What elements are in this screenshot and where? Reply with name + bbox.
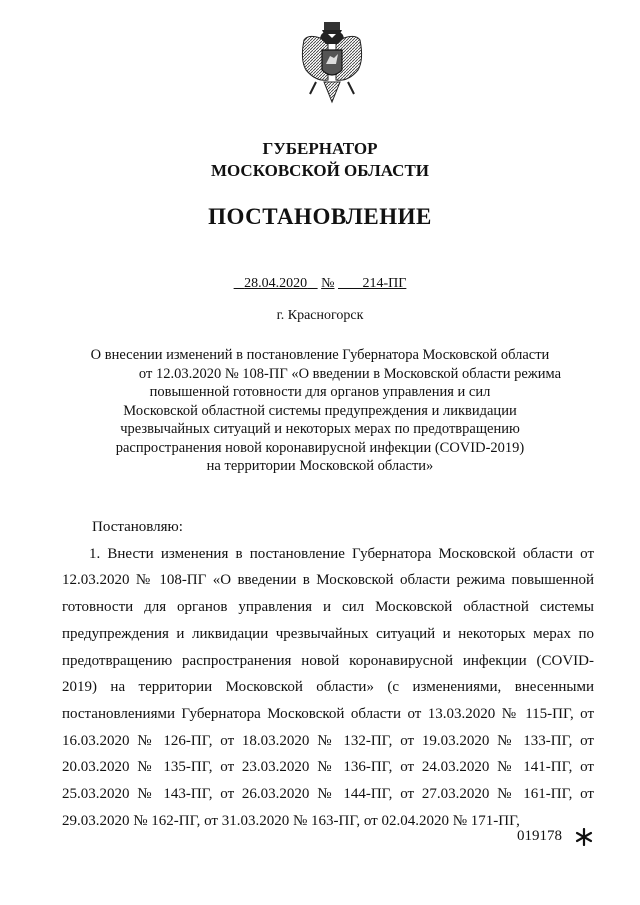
subject-line: чрезвычайных ситуаций и некоторых мерах по предотвращению xyxy=(120,421,520,437)
document-subject xyxy=(0,346,640,476)
decree-word: Постановляю: xyxy=(92,519,183,535)
document-code: 019178 xyxy=(517,828,562,844)
number-sign: № xyxy=(321,276,335,291)
subject-line: Московской областной системы предупреждения и ликвидации xyxy=(123,402,517,419)
subject-line: на территории Московской области» xyxy=(206,458,434,474)
authority-line-2: МОСКОВСКОЙ ОБЛАСТИ xyxy=(210,161,430,180)
document-body xyxy=(62,514,594,834)
authority-title xyxy=(0,138,640,182)
subject-line: повышенной готовности для органов управления и сил xyxy=(149,384,491,400)
date-number-line xyxy=(0,276,640,292)
subject-line: О внесении изменений в постановление Губернатора Московской области xyxy=(90,347,550,363)
coat-of-arms-icon xyxy=(298,20,366,106)
subject-line: распространения новой коронавирусной инфекции (COVID-2019) xyxy=(115,439,525,456)
document-type: ПОСТАНОВЛЕНИЕ xyxy=(208,204,432,229)
paragraph-item-1: 1. Внести изменения в постановление Губернатора Московской области от 12.03.2020 № 108-ПГ «О введении в Московской области режима повышенной готовности для органов управления и сил Московской областной системы предупреждения и ликвидации чрезвычайных ситуаций и некоторых мерах по предотвращению распространения новой коронавирусной инфекции (COVID-2019) на территории Московской области» (с изменениями, внесенными постановлениями Губернатора Московской области от 13.03.2020 № 115-ПГ, от 16.03.2020 № 126-ПГ, от 18.03.2020 № 132-ПГ, от 19.03.2020 № 133-ПГ, от 20.03.2020 № 135-ПГ, от 23.03.2020 № 136-ПГ, от 24.03.2020 № 141-ПГ, от 25.03.2020 № 143-ПГ, от 26.03.2020 № 144-ПГ, от 27.03.2020 № 161-ПГ, от 29.03.2020 № 162-ПГ, от 31.03.2020 № 163-ПГ, от 02.04.2020 № 171-ПГ, xyxy=(62,545,594,829)
eagle-crown xyxy=(322,22,342,34)
authority-line-1: ГУБЕРНАТОР xyxy=(262,139,378,158)
document-number: 214-ПГ xyxy=(362,276,407,291)
city: г. Красногорск xyxy=(276,308,364,323)
subject-line: от 12.03.2020 № 108-ПГ «О введении в Московской области режима xyxy=(138,365,562,382)
eagle-tail xyxy=(324,82,340,102)
asterisk-icon xyxy=(575,828,593,846)
document-date: 28.04.2020 xyxy=(244,276,308,291)
